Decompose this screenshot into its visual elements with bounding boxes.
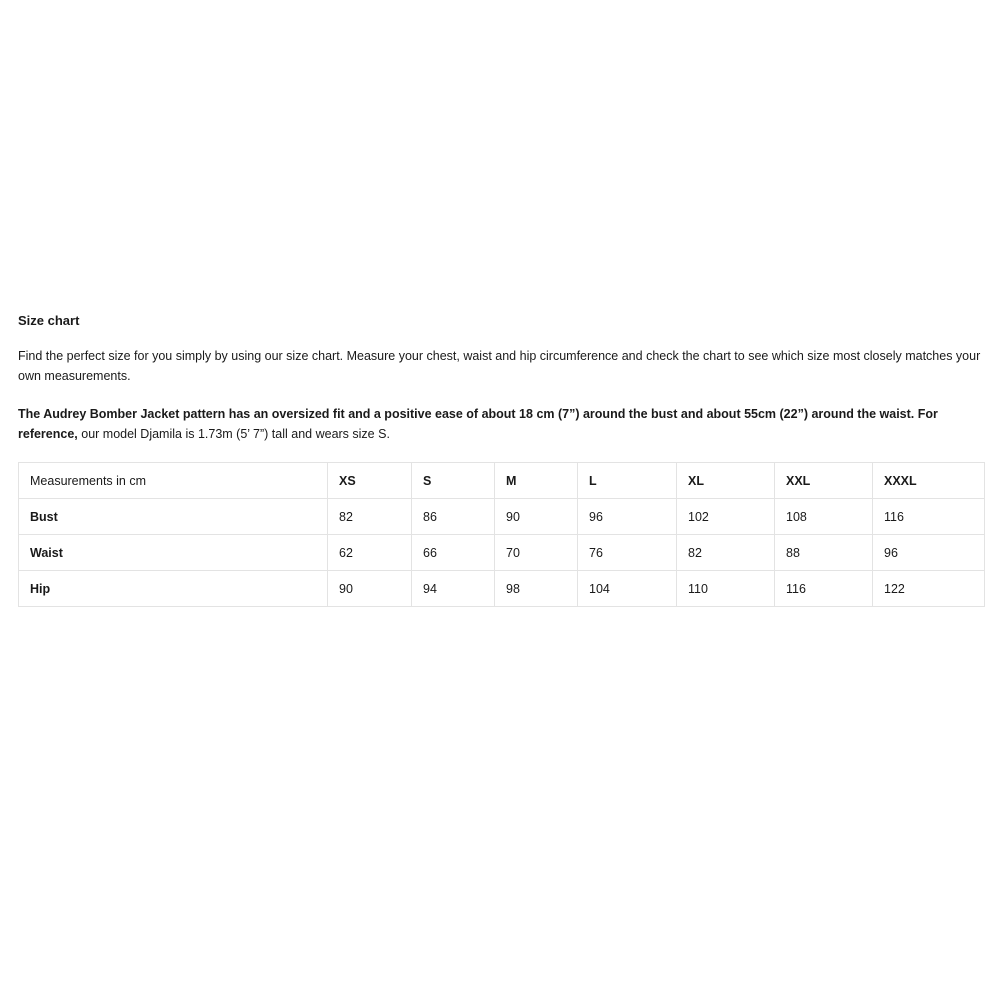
intro-paragraph: Find the perfect size for you simply by using our size chart. Measure your chest, waist and hip circumference and check the chart to see which size most closely matches your own measurements. (18, 349, 981, 383)
size-header-cell: XS (328, 463, 412, 499)
table-cell: 66 (412, 535, 495, 571)
table-cell: 76 (578, 535, 677, 571)
table-cell: 122 (873, 571, 985, 607)
section-title: Size chart (18, 313, 80, 328)
table-row (19, 499, 985, 535)
table-row (19, 535, 985, 571)
row-label-waist: Waist (19, 535, 328, 571)
table-cell: 104 (578, 571, 677, 607)
size-table (18, 462, 985, 607)
table-cell: 98 (495, 571, 578, 607)
fit-note-paragraph (18, 404, 984, 444)
table-cell: 70 (495, 535, 578, 571)
table-cell: 102 (677, 499, 775, 535)
size-header-cell: XXL (775, 463, 873, 499)
table-cell: 88 (775, 535, 873, 571)
size-header-cell: L (578, 463, 677, 499)
size-header-cell: S (412, 463, 495, 499)
size-header-cell: XL (677, 463, 775, 499)
row-label-bust: Bust (19, 499, 328, 535)
size-header-cell: XXXL (873, 463, 985, 499)
table-cell: 90 (328, 571, 412, 607)
table-header-row (19, 463, 985, 499)
table-cell: 62 (328, 535, 412, 571)
table-row (19, 571, 985, 607)
table-cell: 116 (873, 499, 985, 535)
table-cell: 82 (677, 535, 775, 571)
fit-note-bold: The Audrey Bomber Jacket pattern has an oversized fit and a positive ease of about 18 cm (7”) around the bust and about 55cm (22”) around the waist. For reference, (18, 407, 938, 441)
table-cell: 90 (495, 499, 578, 535)
table-cell: 86 (412, 499, 495, 535)
table-cell: 94 (412, 571, 495, 607)
table-cell: 96 (873, 535, 985, 571)
table-cell: 82 (328, 499, 412, 535)
table-cell: 108 (775, 499, 873, 535)
fit-note-text: our model Djamila is 1.73m (5’ 7”) tall and wears size S. (77, 427, 390, 441)
table-cell: 96 (578, 499, 677, 535)
row-label-hip: Hip (19, 571, 328, 607)
table-cell: 110 (677, 571, 775, 607)
size-header-cell: M (495, 463, 578, 499)
header-label-cell: Measurements in cm (19, 463, 328, 499)
size-chart-section (18, 312, 984, 607)
table-cell: 116 (775, 571, 873, 607)
